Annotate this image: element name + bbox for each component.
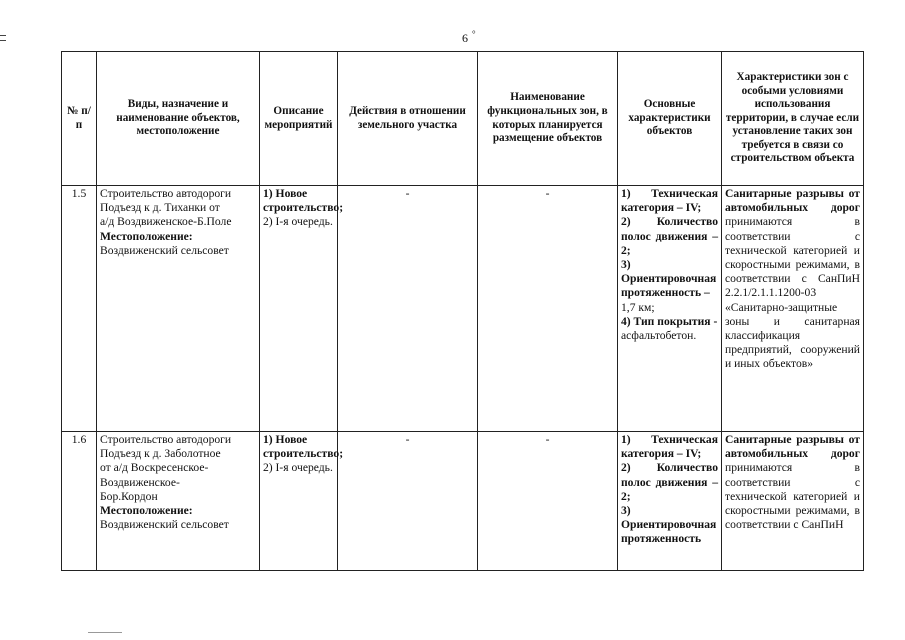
objects-table bbox=[61, 51, 864, 571]
char-length-value: 1,7 км; bbox=[621, 300, 655, 314]
header-characteristics: Основные характеристики объектов bbox=[618, 52, 722, 186]
zone-cell: - bbox=[478, 186, 618, 432]
zone-cell: - bbox=[478, 432, 618, 571]
object-cell bbox=[97, 186, 260, 432]
special-plain: принимаются в соответствии с технической категорией и скоростными режимами, в соответствии с СанПиН 2.2.1/2.1.1.1200-03 «Санитарно-защитные зоны и санитарная классификация предприятий, сооружений и иных объектов» bbox=[725, 215, 860, 371]
table-row bbox=[62, 432, 864, 571]
special-zones-cell bbox=[722, 432, 864, 571]
characteristics-cell bbox=[618, 432, 722, 571]
special-bold: Санитарные разрывы от автомобильных дорог bbox=[725, 187, 860, 215]
measure-cell bbox=[260, 432, 344, 571]
object-line: Строительство автодороги bbox=[100, 433, 232, 446]
table-header-row bbox=[62, 52, 864, 186]
char-category: 1) Техническая категория – IV; bbox=[621, 433, 718, 461]
action-cell: - bbox=[338, 186, 478, 432]
char-surface-value: асфальтобетон. bbox=[621, 329, 697, 343]
table-row bbox=[62, 186, 864, 432]
location-label: Местоположение: bbox=[100, 504, 193, 518]
footer-mark bbox=[88, 632, 122, 633]
page-number bbox=[462, 29, 476, 46]
page-number-text: 6 bbox=[462, 31, 468, 45]
header-zone: Наименование функциональных зон, в которых планируется размещение объектов bbox=[478, 52, 618, 186]
object-line: от а/д Воскресенское- bbox=[100, 461, 209, 475]
edge-mark bbox=[0, 35, 6, 36]
edge-mark bbox=[0, 40, 6, 41]
char-length: 3) Ориентировочная протяженность bbox=[621, 504, 717, 546]
char-category: 1) Техническая категория – IV; bbox=[621, 187, 718, 215]
header-measure: Описание мероприятий bbox=[260, 52, 338, 186]
object-line: а/д Воздвиженское-Б.Поле bbox=[100, 215, 232, 229]
special-zones-cell bbox=[722, 186, 864, 432]
object-line: Подъезд к д. Тиханки от bbox=[100, 201, 220, 215]
location-value: Воздвиженский сельсовет bbox=[100, 243, 229, 257]
measure-cell bbox=[260, 186, 344, 432]
object-cell bbox=[97, 432, 260, 571]
location-label: Местоположение: bbox=[100, 229, 193, 243]
characteristics-cell bbox=[618, 186, 722, 432]
object-line: Строительство автодороги bbox=[100, 187, 232, 200]
char-surface: 4) Тип покрытия - bbox=[621, 314, 718, 328]
row-number: 1.6 bbox=[62, 432, 97, 571]
special-plain: принимаются в соответствии с технической категорией и скоростными режимами, в соответствии с СанПиН bbox=[725, 461, 860, 532]
measure-bold: 1) Новое строительство; bbox=[263, 187, 344, 215]
measure-bold: 1) Новое строительство; bbox=[263, 433, 344, 461]
measure-plain: 2) I-я очередь. bbox=[263, 215, 333, 229]
action-cell: - bbox=[338, 432, 478, 571]
object-line: Бор.Кордон bbox=[100, 489, 158, 503]
header-special-zones: Характеристики зон с особыми условиями использования территории, в случае если установление таких зон требуется в связи со строительством объекта bbox=[722, 52, 864, 186]
location-value: Воздвиженский сельсовет bbox=[100, 518, 229, 532]
object-line: Подъезд к д. Заболотное bbox=[100, 447, 221, 461]
page-number-mark: ° bbox=[472, 29, 476, 39]
object-line: Воздвиженское- bbox=[100, 475, 180, 489]
char-length: 3) Ориентировочная протяженность – bbox=[621, 258, 717, 300]
header-num: № п/п bbox=[62, 52, 97, 186]
char-lanes: 2) Количество полос движения – 2; bbox=[621, 461, 718, 503]
char-lanes: 2) Количество полос движения – 2; bbox=[621, 215, 718, 257]
row-number: 1.5 bbox=[62, 186, 97, 432]
special-bold: Санитарные разрывы от автомобильных дорог bbox=[725, 433, 860, 461]
header-object: Виды, назначение и наименование объектов, местоположение bbox=[97, 52, 260, 186]
header-action: Действия в отношении земельного участка bbox=[338, 52, 478, 186]
measure-plain: 2) I-я очередь. bbox=[263, 461, 333, 475]
